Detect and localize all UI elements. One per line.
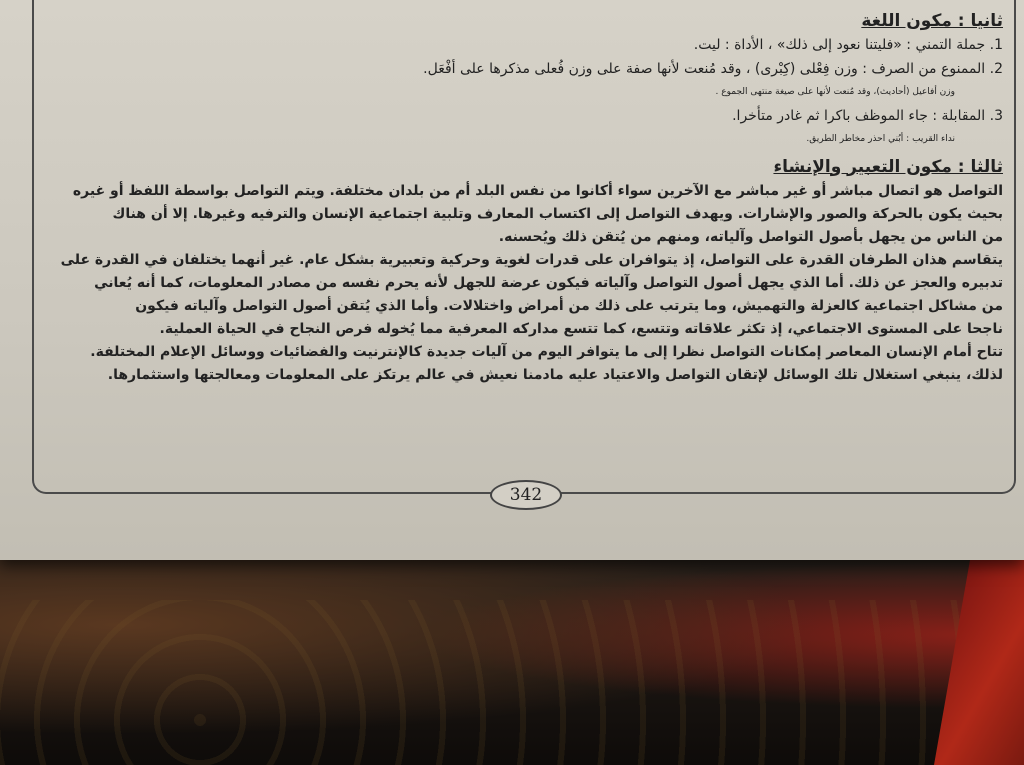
expression-line-8: تتاح أمام الإنسان المعاصر إمكانات التواصل نظرا إلى ما يتوافر اليوم من آليات جديدة كالإنترنيت والفضائيات ووسائل الإعلام المختلفة. (90, 343, 1003, 360)
expression-line-3: من الناس من يجهل بأصول التواصل وآلياته، ومنهم من يُتقن ذلك ويُحسنه. (498, 228, 1003, 245)
expression-line-4: يتقاسم هذان الطرفان القدرة على التواصل، إذ يتوافران على قدرات لغوية وحركية وتعبيرية بشكل عام. غير أنهما يختلفان في القدرة على (60, 251, 1003, 268)
heading-expression: ثالثا : مكون التعبير والإنشاء (773, 156, 1003, 177)
fabric-pattern (0, 600, 1024, 765)
expression-line-7: ناجحا على المستوى الاجتماعي، إذ تكثر علاقاته وتتسع، كما تتسع مداركه المعرفية مما يُخوله فرص النجاح في الحياة العملية. (159, 320, 1003, 337)
language-line-4: 3. المقابلة : جاء الموظف باكرا ثم غادر متأخرا. (732, 107, 1003, 124)
expression-line-2: بحيث يكون بالحركة والصور والإشارات. ويهدف التواصل إلى اكتساب المعارف وتلبية اجتماعية الإنسان والترفيه وغيرها. إلا أن هناك (112, 205, 1003, 222)
language-line-3: وزن أفاعيل (أحاديث)، وقد مُنعت لأنها على صيغة منتهى الجموع . (715, 87, 955, 97)
page-text (48, 8, 1003, 387)
expression-line-9: لذلك، ينبغي استغلال تلك الوسائل لإتقان التواصل والاعتياد عليه مادمنا نعيش في عالم يرتكز على المعلومات ومعالجتها واستثمارها. (107, 366, 1003, 383)
language-line-5: نداء القريب : أبُني احذر مخاطر الطريق. (806, 134, 955, 144)
language-line-1: 1. جملة التمني : «فليتنا نعود إلى ذلك» ، الأداة : ليت. (693, 37, 1003, 53)
expression-section (48, 180, 1003, 387)
language-section (48, 34, 1003, 152)
heading-language: ثانيا : مكون اللغة (861, 11, 1003, 31)
language-line-2: 2. الممنوع من الصرف : وزن فِعْلى (كِبْرى) ، وقد مُنعت لأنها صفة على وزن فُعلى مذكرها على أفْعَل. (423, 60, 1003, 77)
expression-line-1: التواصل هو اتصال مباشر أو غير مباشر مع الآخرين سواء أكانوا من نفس البلد أم من بلدان مختلفة. ويتم التواصل بواسطة اللفظ أو غيره (72, 182, 1003, 199)
expression-line-6: من مشاكل اجتماعية كالعزلة والتهميش، وما يترتب على ذلك من أمراض واختلالات. وأما الذي يُتقن أصول التواصل وآلياته فيكون (135, 297, 1003, 314)
page-number: 342 (490, 480, 562, 510)
expression-line-5: تدبيره والعجز عن ذلك. أما الذي يجهل أصول التواصل وآلياته فيكون عرضة للجهل لأنه يحرم نفسه من مصادر المعلومات، كما أنه يُعاني (94, 274, 1003, 291)
